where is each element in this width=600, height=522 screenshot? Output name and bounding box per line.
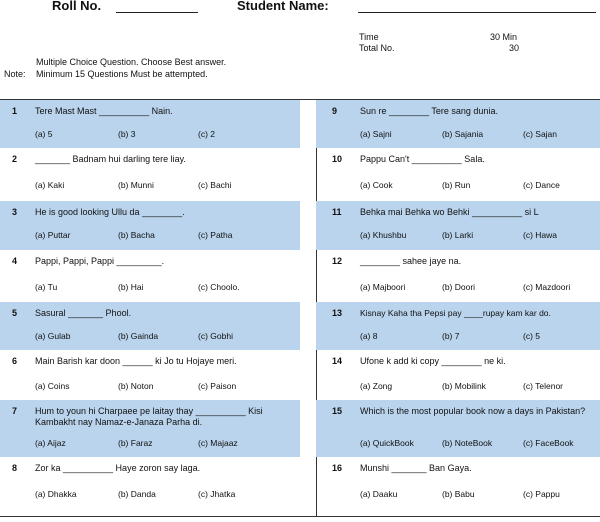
table-bottom-border bbox=[0, 516, 600, 517]
question-9 bbox=[316, 100, 600, 148]
option-c[interactable]: (c) Pappu bbox=[523, 489, 560, 499]
question-text: He is good looking Ullu da ________. bbox=[35, 207, 185, 217]
option-b[interactable]: (b) Noton bbox=[118, 381, 154, 391]
question-13 bbox=[316, 302, 600, 350]
option-b[interactable]: (b) Doori bbox=[442, 282, 476, 292]
question-10 bbox=[316, 148, 600, 201]
question-text: Tere Mast Mast __________ Nain. bbox=[35, 106, 173, 116]
option-b[interactable]: (b) Run bbox=[442, 180, 471, 190]
question-number: 13 bbox=[332, 308, 343, 318]
option-b[interactable]: (b) Bacha bbox=[118, 230, 155, 240]
option-c[interactable]: (c) Patha bbox=[198, 230, 233, 240]
option-a[interactable]: (a) Gulab bbox=[35, 331, 71, 341]
question-number: 1 bbox=[12, 106, 18, 116]
question-text: Pappu Can't __________ Sala. bbox=[360, 154, 485, 164]
option-b[interactable]: (b) Munni bbox=[118, 180, 154, 190]
option-b[interactable]: (b) Danda bbox=[118, 489, 156, 499]
option-a[interactable]: (a) Sajni bbox=[360, 129, 392, 139]
question-3 bbox=[0, 201, 300, 250]
student-name-field[interactable] bbox=[358, 12, 596, 13]
question-5 bbox=[0, 302, 300, 350]
question-6 bbox=[0, 350, 300, 400]
option-a[interactable]: (a) Khushbu bbox=[360, 230, 407, 240]
question-16 bbox=[316, 457, 600, 516]
option-c[interactable]: (c) Bachi bbox=[198, 180, 232, 190]
question-text: Zor ka __________ Haye zoron say laga. bbox=[35, 463, 201, 473]
option-b[interactable]: (b) 7 bbox=[442, 331, 460, 341]
option-b[interactable]: (b) NoteBook bbox=[442, 438, 493, 448]
note-label: Note: bbox=[4, 69, 26, 79]
option-a[interactable]: (a) Puttar bbox=[35, 230, 71, 240]
question-number: 7 bbox=[12, 406, 18, 416]
question-7 bbox=[0, 400, 300, 457]
question-number: 11 bbox=[332, 207, 342, 217]
question-number: 5 bbox=[12, 308, 18, 318]
question-text: ________ sahee jaye na. bbox=[360, 256, 462, 266]
question-12 bbox=[316, 250, 600, 302]
option-c[interactable]: (c) Choolo. bbox=[198, 282, 240, 292]
option-c[interactable]: (c) FaceBook bbox=[523, 438, 574, 448]
question-text: Sasural _______ Phool. bbox=[35, 308, 132, 318]
question-number: 3 bbox=[12, 207, 18, 217]
option-a[interactable]: (a) Coins bbox=[35, 381, 70, 391]
option-a[interactable]: (a) Daaku bbox=[360, 489, 398, 499]
option-c[interactable]: (c) Telenor bbox=[523, 381, 563, 391]
option-a[interactable]: (a) 8 bbox=[360, 331, 378, 341]
total-value: 30 bbox=[509, 43, 520, 53]
option-a[interactable]: (a) 5 bbox=[35, 129, 53, 139]
option-c[interactable]: (c) Majaaz bbox=[198, 438, 238, 448]
question-text: _______ Badnam hui darling tere liay. bbox=[35, 154, 186, 164]
question-number: 14 bbox=[332, 356, 343, 366]
option-c[interactable]: (c) Gobhi bbox=[198, 331, 233, 341]
question-number: 10 bbox=[332, 154, 343, 164]
question-text: Pappi, Pappi, Pappi _________. bbox=[35, 256, 165, 266]
option-b[interactable]: (b) Larki bbox=[442, 230, 474, 240]
question-15 bbox=[316, 400, 600, 457]
option-b[interactable]: (b) 3 bbox=[118, 129, 136, 139]
option-a[interactable]: (a) Aijaz bbox=[35, 438, 66, 448]
option-c[interactable]: (c) Sajan bbox=[523, 129, 558, 139]
option-c[interactable]: (c) Paison bbox=[198, 381, 237, 391]
question-number: 2 bbox=[12, 154, 18, 164]
option-a[interactable]: (a) Tu bbox=[35, 282, 58, 292]
option-b[interactable]: (b) Sajania bbox=[442, 129, 484, 139]
option-a[interactable]: (a) Kaki bbox=[35, 180, 65, 190]
question-text: Munshi _______ Ban Gaya. bbox=[360, 463, 472, 473]
option-a[interactable]: (a) Dhakka bbox=[35, 489, 77, 499]
question-text: Kisnay Kaha tha Pepsi pay ____rupay kam kar do. bbox=[360, 308, 551, 318]
question-text: Behka mai Behka wo Behki __________ si L bbox=[360, 207, 539, 217]
question-number: 15 bbox=[332, 406, 343, 416]
time-label: Time bbox=[359, 32, 379, 42]
question-number: 9 bbox=[332, 106, 338, 116]
question-14 bbox=[316, 350, 600, 400]
roll-no-label: Roll No. bbox=[52, 0, 102, 13]
question-number: 6 bbox=[12, 356, 18, 366]
question-text: Main Barish kar doon ______ ki Jo tu Hojaye meri. bbox=[35, 356, 237, 366]
option-c[interactable]: (c) 5 bbox=[523, 331, 540, 341]
option-c[interactable]: (c) Mazdoori bbox=[523, 282, 571, 292]
option-b[interactable]: (b) Hai bbox=[118, 282, 144, 292]
option-c[interactable]: (c) Hawa bbox=[523, 230, 558, 240]
time-value: 30 Min bbox=[490, 32, 518, 42]
question-text: Hum to youn hi Charpaee pe laitay thay __________ Kisi Kambakht nay Namaz-e-Janaza Parha di. bbox=[35, 406, 263, 427]
question-text: Which is the most popular book now a days in Pakistan? bbox=[360, 406, 586, 416]
left-question-column bbox=[0, 100, 300, 516]
question-11 bbox=[316, 201, 600, 250]
question-8 bbox=[0, 457, 300, 516]
question-4 bbox=[0, 250, 300, 302]
option-c[interactable]: (c) Jhatka bbox=[198, 489, 236, 499]
option-a[interactable]: (a) Majboori bbox=[360, 282, 406, 292]
question-number: 12 bbox=[332, 256, 343, 266]
option-b[interactable]: (b) Faraz bbox=[118, 438, 153, 448]
instructions-line-1: Multiple Choice Question. Choose Best answer. bbox=[36, 57, 227, 67]
right-question-column bbox=[316, 100, 600, 516]
option-c[interactable]: (c) 2 bbox=[198, 129, 215, 139]
option-a[interactable]: (a) Cook bbox=[360, 180, 393, 190]
option-b[interactable]: (b) Mobilink bbox=[442, 381, 486, 391]
question-text: Sun re ________ Tere sang dunia. bbox=[360, 106, 498, 116]
option-b[interactable]: (b) Babu bbox=[442, 489, 475, 499]
option-b[interactable]: (b) Gainda bbox=[118, 331, 159, 341]
question-2 bbox=[0, 148, 300, 201]
question-1 bbox=[0, 100, 300, 148]
student-name-label: Student Name: bbox=[237, 0, 329, 13]
option-c[interactable]: (c) Dance bbox=[523, 180, 560, 190]
question-number: 16 bbox=[332, 463, 343, 473]
option-a[interactable]: (a) Zong bbox=[360, 381, 393, 391]
question-number: 8 bbox=[12, 463, 18, 473]
question-number: 4 bbox=[12, 256, 18, 266]
roll-no-field[interactable] bbox=[116, 12, 198, 13]
option-a[interactable]: (a) QuickBook bbox=[360, 438, 414, 448]
instructions-line-2: Minimum 15 Questions Must be attempted. bbox=[36, 69, 208, 79]
question-text: Ufone k add ki copy ________ ne ki. bbox=[360, 356, 506, 366]
total-label: Total No. bbox=[359, 43, 395, 53]
